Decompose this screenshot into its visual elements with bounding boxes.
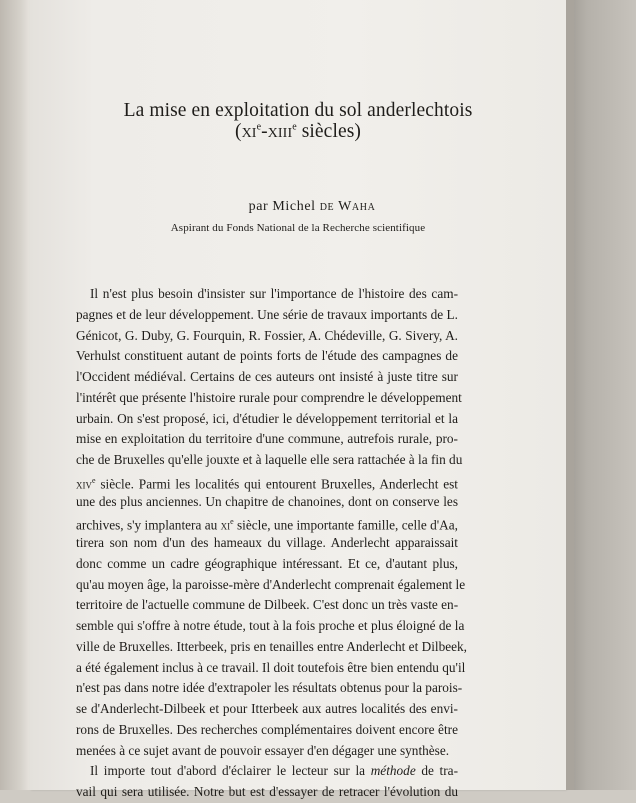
body-line: menées à ce sujet avant de pouvoir essayer d'en dégager une synthèse.	[76, 742, 450, 758]
body-line: pagnes et de leur développement. Une série de travaux importants de L.	[76, 306, 458, 322]
page-edge-shadow	[566, 0, 574, 790]
body-line: semble qui s'offre à notre étude, tout à la fois proche et plus éloigné de la	[76, 618, 465, 633]
body-line: a été également inclus à ce travail. Il doit toutefois être bien entendu qu'il	[76, 659, 466, 675]
body-line: vail qui sera utilisée. Notre but est d'essayer de retracer l'évolution du	[76, 784, 458, 799]
body-line: une des plus anciennes. Un chapitre de chanoines, dont on conserve les	[76, 493, 458, 509]
article-body	[76, 284, 468, 803]
body-line: l'Occident médiéval. Certains de ces auteurs ont insisté à juste titre sur	[76, 369, 458, 384]
body-line: archives, s'y implantera au $xi^e$ siècle, une importante famille, celle d'Aa,	[76, 517, 459, 533]
body-line: qu'au moyen âge, la paroisse-mère d'Anderlecht comprenait également le	[76, 576, 466, 592]
article-title-line-2: ($xi^e-xiii^e$ siècles)	[234, 121, 361, 142]
book-left-edge	[0, 0, 30, 790]
body-line: n'est pas dans notre idée d'extrapoler les résultats obtenus pour la parois-	[76, 680, 463, 696]
body-line: mise en exploitation du territoire d'une commune, autrefois rurale, pro-	[76, 431, 458, 447]
body-line: donc comme un cadre géographique intéressant. Et ce, d'autant plus,	[76, 555, 458, 571]
body-line: Génicot, G. Duby, G. Fourquin, R. Fossier, A. Chédeville, G. Sivery, A.	[76, 327, 458, 343]
author-affiliation: Aspirant du Fonds National de la Recherche scientifique	[170, 222, 426, 234]
body-line: urbain. On s'est proposé, ici, d'étudier le développement territorial et la	[76, 410, 458, 426]
article-author: par Michel de Waha	[248, 199, 376, 214]
body-line: se d'Anderlecht-Dilbeek et pour Itterbeek aux autres localités des envi-	[76, 701, 458, 716]
body-line: che de Bruxelles qu'elle jouxte et à laquelle elle sera rattachée à la fin du	[76, 452, 463, 467]
body-line: xiv$^e$ siècle. Parmi les localités qui entourent Bruxelles, Anderlecht est	[76, 475, 458, 492]
body-line: Verhulst constituent autant de points forts de l'étude des campagnes de	[76, 348, 458, 364]
body-line: l'intérêt que présente l'histoire rurale pour comprendre le développement	[76, 389, 462, 405]
body-line: ville de Bruxelles. Itterbeek, pris en tenailles entre Anderlecht et Dilbeek,	[76, 638, 468, 654]
body-line: rons de Bruxelles. Des recherches complémentaires doivent encore être	[76, 721, 458, 737]
body-line: tirera son nom d'un des hameaux du village. Anderlecht apparaissait	[76, 535, 458, 550]
body-line: territoire de l'actuelle commune de Dilbeek. C'est donc un très vaste en-	[76, 597, 459, 613]
article-title-line-1: La mise en exploitation du sol anderlechtois	[123, 100, 473, 121]
body-line: Il n'est plus besoin d'insister sur l'importance de l'histoire des cam-	[90, 286, 458, 301]
book-right-edge	[566, 0, 636, 790]
body-line: Il importe tout d'abord d'éclairer le lecteur sur la méthode de tra-	[90, 763, 458, 779]
